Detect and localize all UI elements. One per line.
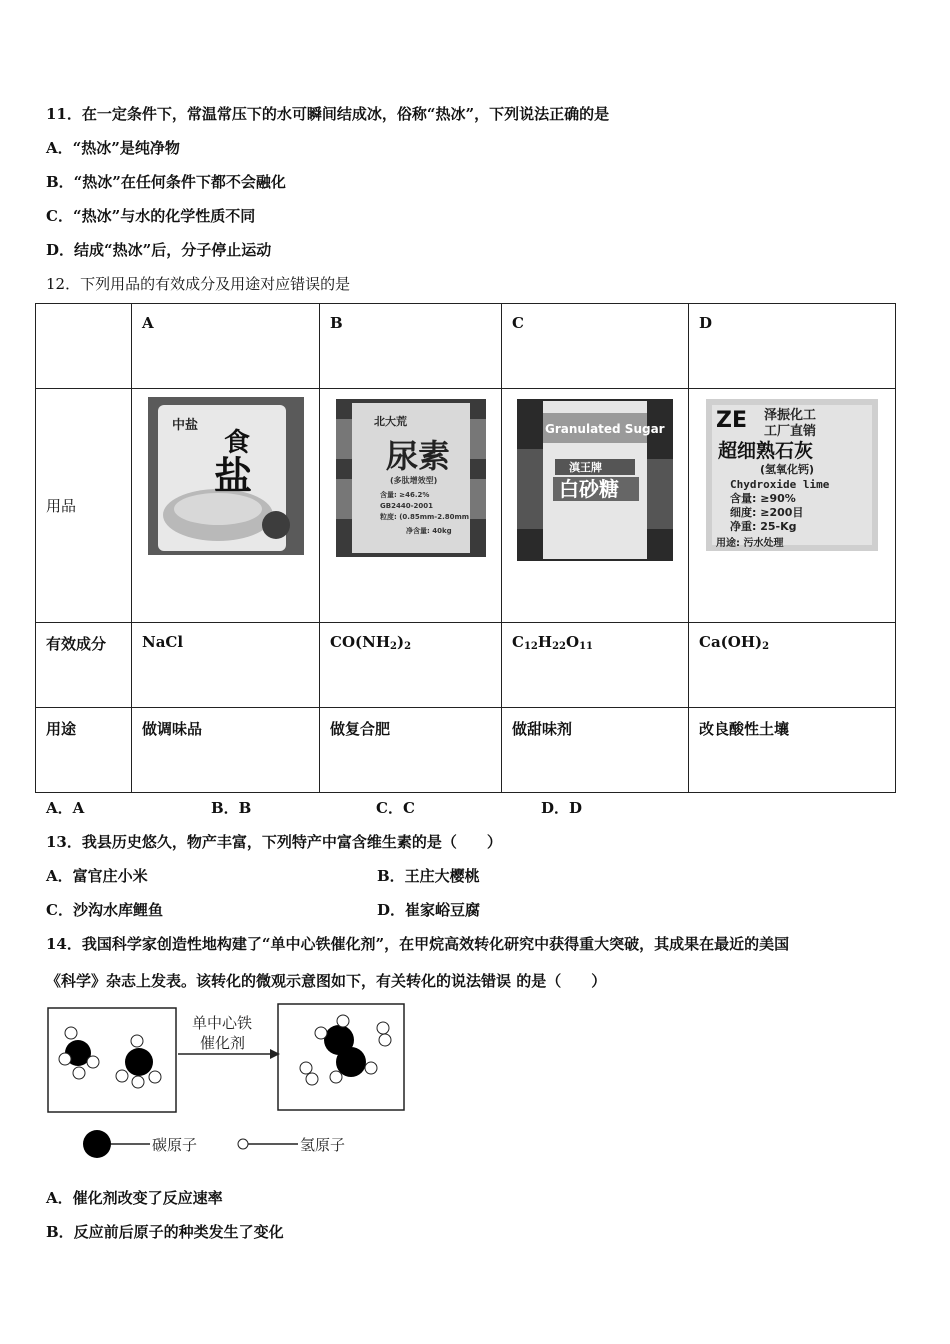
sugar-bag-image [517, 399, 673, 561]
q11-stem: 11．在一定条件下，常温常压下的水可瞬间结成冰，俗称“热冰”，下列说法正确的是 [46, 105, 610, 123]
table-row-ingredient [36, 623, 896, 708]
methane-molecule-2 [116, 1035, 161, 1088]
header-cell-b: B [320, 304, 502, 389]
product-cell-a [132, 389, 320, 623]
lime-bag-image [706, 399, 878, 551]
q12-answer-b: B．B [211, 799, 252, 817]
formula-d: $Ca(OH)_2$ [689, 623, 896, 708]
svg-text:ZE: ZE [716, 408, 747, 433]
q12-table [35, 303, 896, 793]
svg-text:粒度: (0.85mm-2.80mm: 粒度: (0.85mm-2.80mm [379, 513, 469, 521]
legend-carbon-icon [83, 1130, 111, 1158]
salt-bag-image [148, 397, 304, 555]
ethylene-molecule [315, 1015, 377, 1083]
svg-text:Chydroxide lime: Chydroxide lime [730, 478, 830, 491]
svg-text:净含量: 40kg: 净含量: 40kg [405, 527, 452, 535]
reaction-diagram [44, 1000, 414, 1170]
table-row-products [36, 389, 896, 623]
svg-text:(多肽增效型): (多肽增效型) [389, 476, 437, 485]
row-label-ingredient: 有效成分 [36, 623, 132, 708]
svg-text:滇王牌: 滇王牌 [569, 461, 602, 474]
svg-text:(氢氧化钙): (氢氧化钙) [760, 463, 815, 476]
svg-text:Granulated Sugar: Granulated Sugar [545, 422, 665, 436]
hydrogen-molecule-1 [377, 1022, 391, 1046]
q12-answer-d: D．D [541, 799, 583, 817]
header-cell-empty [36, 304, 132, 389]
q14-option-a: A．催化剂改变了反应速率 [46, 1189, 223, 1207]
svg-text:食: 食 [223, 428, 250, 458]
q11-option-b: B．“热冰”在任何条件下都不会融化 [46, 173, 286, 191]
svg-text:工厂直销: 工厂直销 [764, 424, 817, 439]
formula-a: NaCl [132, 623, 320, 708]
q14-stem-line2: 《科学》杂志上发表。该转化的微观示意图如下，有关转化的说法错误 的是（ ） [46, 972, 607, 990]
methane-molecule-1 [59, 1027, 99, 1079]
product-cell-d [689, 389, 896, 623]
product-cell-c [502, 389, 689, 623]
svg-text:含量: ≥46.2%: 含量: ≥46.2% [379, 491, 429, 499]
svg-text:中盐: 中盐 [171, 418, 198, 433]
q13-option-a: A．富官庄小米 [46, 867, 148, 885]
svg-text:含量: ≥90%: 含量: ≥90% [730, 492, 796, 505]
table-row-header [36, 304, 896, 389]
q14-option-b: B．反应前后原子的种类发生了变化 [46, 1223, 284, 1241]
header-cell-d: D [689, 304, 896, 389]
svg-text:盐: 盐 [213, 454, 252, 498]
header-cell-c: C [502, 304, 689, 389]
use-b: 做复合肥 [320, 708, 502, 793]
use-c: 做甜味剂 [502, 708, 689, 793]
formula-c: $C_{12}H_{22}O_{11}$ [502, 623, 689, 708]
catalyst-label-2: 催化剂 [200, 1034, 246, 1052]
svg-text:GB2440-2001: GB2440-2001 [379, 502, 433, 510]
svg-text:超细熟石灰: 超细熟石灰 [718, 440, 814, 462]
q13-option-c: C．沙沟水库鲤鱼 [46, 901, 163, 919]
svg-text:细度: ≥200目: 细度: ≥200目 [730, 506, 804, 519]
svg-text:尿素: 尿素 [385, 437, 450, 475]
use-d: 改良酸性土壤 [689, 708, 896, 793]
product-cell-b [320, 389, 502, 623]
q11-option-c: C．“热冰”与水的化学性质不同 [46, 207, 256, 225]
q13-option-d: D．崔家峪豆腐 [377, 901, 481, 919]
use-a: 做调味品 [132, 708, 320, 793]
svg-text:用途: 污水处理: 用途: 污水处理 [716, 538, 784, 549]
svg-text:白砂糖: 白砂糖 [559, 477, 619, 501]
q11-option-d: D．结成“热冰”后，分子停止运动 [46, 241, 272, 259]
q12-answer-c: C．C [376, 799, 415, 817]
header-cell-a: A [132, 304, 320, 389]
q13-option-b: B．王庄大樱桃 [377, 867, 480, 885]
svg-text:北大荒: 北大荒 [373, 415, 407, 428]
row-label-products: 用品 [36, 389, 132, 623]
q12-stem: 12．下列用品的有效成分及用途对应错误的是 [46, 275, 351, 293]
urea-bag-image [336, 399, 486, 557]
svg-text:净重: 25-Kg: 净重: 25-Kg [730, 520, 797, 533]
q12-answer-a: A．A [46, 799, 85, 817]
svg-text:泽振化工: 泽振化工 [764, 408, 817, 423]
catalyst-label-1: 单中心铁 [192, 1014, 253, 1032]
table-row-use [36, 708, 896, 793]
legend-hydrogen-icon [238, 1139, 248, 1149]
row-label-use: 用途 [36, 708, 132, 793]
formula-b: $CO(NH_2)_2$ [320, 623, 502, 708]
hydrogen-molecule-2 [300, 1062, 318, 1085]
legend-hydrogen-label: 氢原子 [300, 1136, 346, 1154]
q13-stem: 13．我县历史悠久，物产丰富，下列特产中富含维生素的是（ ） [46, 833, 502, 851]
q11-option-a: A．“热冰”是纯净物 [46, 139, 180, 157]
q14-stem-line1: 14．我国科学家创造性地构建了“单中心铁催化剂”，在甲烷高效转化研究中获得重大突破，其成果在最近的美国 [46, 935, 790, 953]
legend-carbon-label: 碳原子 [152, 1136, 198, 1154]
